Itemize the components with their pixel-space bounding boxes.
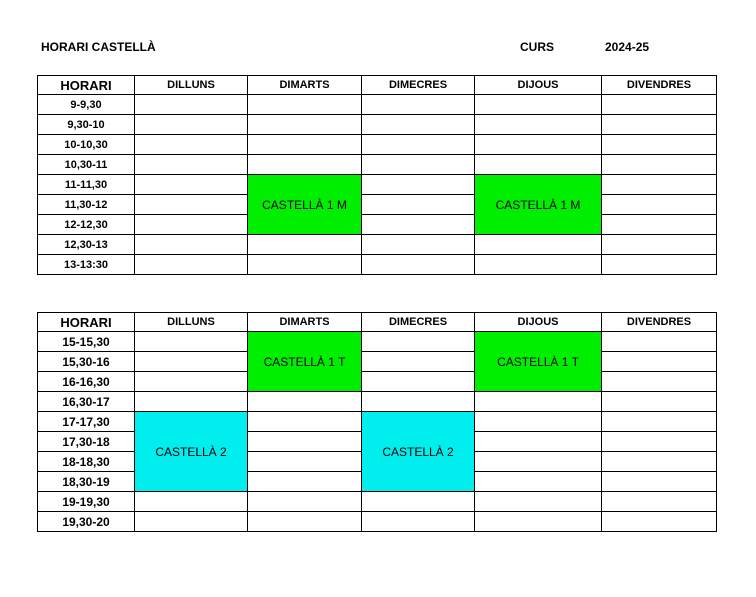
time-slot-label: 15-15,30 xyxy=(38,332,135,352)
empty-cell xyxy=(135,195,248,215)
table-header-row xyxy=(38,76,717,95)
table-row xyxy=(38,155,717,175)
time-slot-label: 19-19,30 xyxy=(38,492,135,512)
time-slot-label: 11,30-12 xyxy=(38,195,135,215)
empty-cell xyxy=(248,472,362,492)
empty-cell xyxy=(362,372,475,392)
time-slot-label: 10,30-11 xyxy=(38,155,135,175)
empty-cell xyxy=(362,392,475,412)
empty-cell xyxy=(602,472,717,492)
empty-cell xyxy=(248,155,362,175)
empty-cell xyxy=(475,135,602,155)
column-header-horari: HORARI xyxy=(38,313,135,332)
table-row xyxy=(38,492,717,512)
empty-cell xyxy=(602,215,717,235)
empty-cell xyxy=(135,175,248,195)
time-slot-label: 9-9,30 xyxy=(38,95,135,115)
empty-cell xyxy=(602,155,717,175)
empty-cell xyxy=(602,352,717,372)
empty-cell xyxy=(362,95,475,115)
empty-cell xyxy=(248,432,362,452)
table-row xyxy=(38,255,717,275)
column-header-dilluns: DILLUNS xyxy=(135,313,248,332)
empty-cell xyxy=(362,352,475,372)
table-row xyxy=(38,352,717,372)
empty-cell xyxy=(602,255,717,275)
empty-cell xyxy=(602,235,717,255)
time-slot-label: 9,30-10 xyxy=(38,115,135,135)
empty-cell xyxy=(602,332,717,352)
empty-cell xyxy=(475,492,602,512)
empty-cell xyxy=(475,452,602,472)
table-row xyxy=(38,332,717,352)
empty-cell xyxy=(135,115,248,135)
class-block-dimarts: CASTELLÀ 1 T xyxy=(248,332,362,392)
empty-cell xyxy=(362,235,475,255)
empty-cell xyxy=(135,235,248,255)
empty-cell xyxy=(362,135,475,155)
time-slot-label: 19,30-20 xyxy=(38,512,135,532)
empty-cell xyxy=(475,472,602,492)
empty-cell xyxy=(248,512,362,532)
time-slot-label: 16-16,30 xyxy=(38,372,135,392)
morning-schedule-table xyxy=(37,75,717,275)
empty-cell xyxy=(602,135,717,155)
empty-cell xyxy=(248,115,362,135)
table-header-row xyxy=(38,313,717,332)
empty-cell xyxy=(602,392,717,412)
column-header-dijous: DIJOUS xyxy=(475,313,602,332)
empty-cell xyxy=(248,452,362,472)
time-slot-label: 17,30-18 xyxy=(38,432,135,452)
table-row xyxy=(38,392,717,412)
empty-cell xyxy=(475,235,602,255)
empty-cell xyxy=(362,115,475,135)
time-slot-label: 10-10,30 xyxy=(38,135,135,155)
class-block-dilluns: CASTELLÀ 2 xyxy=(135,412,248,492)
column-header-divendres: DIVENDRES xyxy=(602,313,717,332)
empty-cell xyxy=(135,255,248,275)
column-header-dijous: DIJOUS xyxy=(475,76,602,95)
table-row xyxy=(38,372,717,392)
class-block-dijous: CASTELLÀ 1 M xyxy=(475,175,602,235)
empty-cell xyxy=(135,155,248,175)
table-row xyxy=(38,175,717,195)
empty-cell xyxy=(602,412,717,432)
empty-cell xyxy=(135,332,248,352)
empty-cell xyxy=(248,255,362,275)
table-row xyxy=(38,235,717,255)
empty-cell xyxy=(475,392,602,412)
empty-cell xyxy=(135,492,248,512)
empty-cell xyxy=(475,512,602,532)
empty-cell xyxy=(362,155,475,175)
empty-cell xyxy=(135,135,248,155)
empty-cell xyxy=(135,215,248,235)
empty-cell xyxy=(475,115,602,135)
table-row xyxy=(38,215,717,235)
empty-cell xyxy=(135,352,248,372)
time-slot-label: 17-17,30 xyxy=(38,412,135,432)
empty-cell xyxy=(135,372,248,392)
time-slot-label: 12,30-13 xyxy=(38,235,135,255)
time-slot-label: 11-11,30 xyxy=(38,175,135,195)
empty-cell xyxy=(362,175,475,195)
table-row xyxy=(38,195,717,215)
empty-cell xyxy=(248,235,362,255)
empty-cell xyxy=(602,512,717,532)
table-row xyxy=(38,412,717,432)
column-header-dimarts: DIMARTS xyxy=(248,313,362,332)
empty-cell xyxy=(602,115,717,135)
empty-cell xyxy=(602,452,717,472)
page-title: HORARI CASTELLÀ xyxy=(41,40,156,54)
time-slot-label: 15,30-16 xyxy=(38,352,135,372)
afternoon-schedule-table xyxy=(37,312,717,532)
class-block-dimecres: CASTELLÀ 2 xyxy=(362,412,475,492)
empty-cell xyxy=(602,175,717,195)
empty-cell xyxy=(362,512,475,532)
time-slot-label: 18,30-19 xyxy=(38,472,135,492)
empty-cell xyxy=(248,412,362,432)
column-header-dimecres: DIMECRES xyxy=(362,76,475,95)
table-row xyxy=(38,115,717,135)
time-slot-label: 18-18,30 xyxy=(38,452,135,472)
time-slot-label: 13-13:30 xyxy=(38,255,135,275)
column-header-dilluns: DILLUNS xyxy=(135,76,248,95)
time-slot-label: 12-12,30 xyxy=(38,215,135,235)
table-row xyxy=(38,512,717,532)
empty-cell xyxy=(602,372,717,392)
column-header-horari: HORARI xyxy=(38,76,135,95)
class-block-dijous: CASTELLÀ 1 T xyxy=(475,332,602,392)
empty-cell xyxy=(602,492,717,512)
empty-cell xyxy=(248,492,362,512)
curs-label: CURS xyxy=(520,40,555,54)
empty-cell xyxy=(135,512,248,532)
class-block-dimarts: CASTELLÀ 1 M xyxy=(248,175,362,235)
empty-cell xyxy=(475,432,602,452)
time-slot-label: 16,30-17 xyxy=(38,392,135,412)
column-header-divendres: DIVENDRES xyxy=(602,76,717,95)
empty-cell xyxy=(475,412,602,432)
empty-cell xyxy=(602,95,717,115)
empty-cell xyxy=(362,332,475,352)
table-row xyxy=(38,135,717,155)
empty-cell xyxy=(362,255,475,275)
empty-cell xyxy=(362,195,475,215)
empty-cell xyxy=(362,215,475,235)
empty-cell xyxy=(248,392,362,412)
table-row xyxy=(38,95,717,115)
empty-cell xyxy=(362,492,475,512)
curs-year: 2024-25 xyxy=(605,40,650,54)
empty-cell xyxy=(475,95,602,115)
column-header-dimecres: DIMECRES xyxy=(362,313,475,332)
empty-cell xyxy=(248,135,362,155)
column-header-dimarts: DIMARTS xyxy=(248,76,362,95)
empty-cell xyxy=(475,155,602,175)
empty-cell xyxy=(602,195,717,215)
empty-cell xyxy=(602,432,717,452)
empty-cell xyxy=(248,95,362,115)
empty-cell xyxy=(135,392,248,412)
empty-cell xyxy=(475,255,602,275)
empty-cell xyxy=(135,95,248,115)
